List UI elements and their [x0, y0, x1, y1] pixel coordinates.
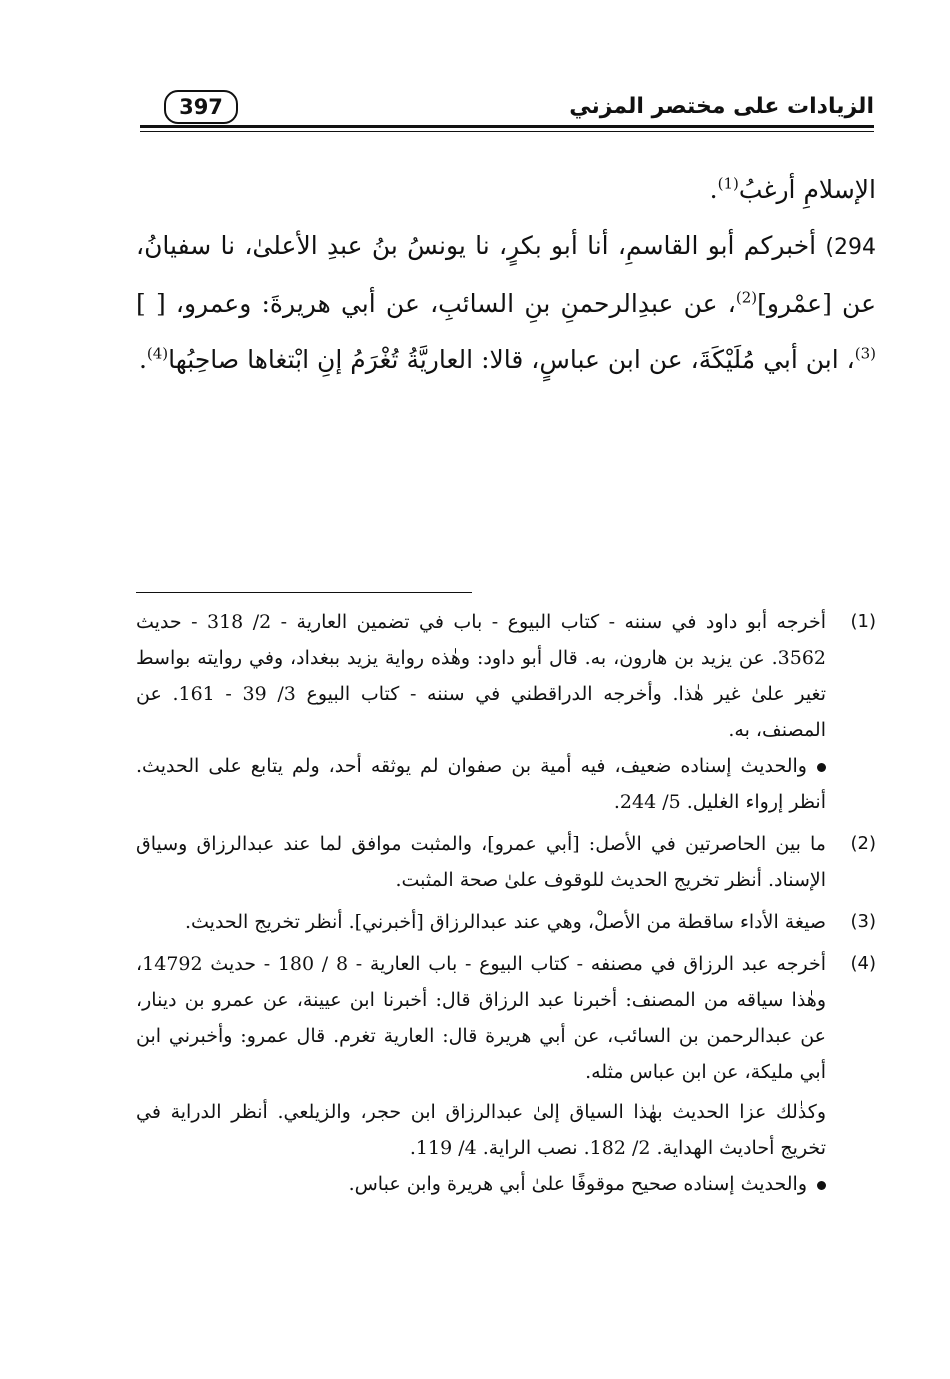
- footnote-separator: [136, 592, 472, 593]
- footnote-ref: (1): [717, 174, 739, 193]
- footnote-4: [136, 946, 876, 1202]
- footnote-number: (2): [850, 833, 876, 854]
- footnote-bullet: والحديث إسناده ضعيف، فيه أمية بن صفوان لم يوثقه أحد، ولم يتابع على الحديث. أنظر إرواء الغليل. 5/ 244.: [136, 755, 826, 813]
- footnote-1: [136, 604, 876, 820]
- footnote-text: أخرجه عبد الرزاق في مصنفه - كتاب البيوع - باب العارية - 8 / 180 - حديث 14792، وهٰذا سياقه من المصنف: أخبرنا عبد الرزاق قال: أخبرنا ابن عيينة، عن عمرو بن دينار، عن عبدالرحمن بن السائب، عن أبي هريرة قال: العارية تغرم. قال عمرو: وأخبرني ابن أبي مليكة، عن ابن عباس مثله.: [136, 953, 826, 1083]
- text-line: الإسلامِ أرغبُ$^{(1)}$.: [709, 174, 876, 204]
- hadith-294: 294) أخبركم أبو القاسمِ، أنا أبو بكرٍ، نا يونسُ بنُ عبدِ الأعلىٰ، نا سفيانُ، عن [عمْرو]$^{(2)}$، عن عبدِالرحمنِ بنِ السائبِ، عن أبي هريرةَ: وعمرو، [ ]$^{(3)}$، ابن أبي مُلَيْكَةَ، عن ابن عباسٍ، قالا: العاريَّةُ تُغْرَمُ إنِ ابْتغاها صاحِبُها$^{(4)}$.: [136, 231, 877, 374]
- footnote-text: صيغة الأداء ساقطة من الأصلْ، وهي عند عبدالرزاق [أخبرني]. أنظر تخريج الحديث.: [184, 911, 826, 933]
- main-text: [136, 162, 876, 388]
- page-number: 397: [164, 90, 238, 124]
- bullet-icon: [817, 1181, 826, 1190]
- footnote-3: [136, 904, 876, 940]
- footnote-ref: (2): [735, 288, 758, 307]
- footnote-number: (1): [850, 611, 876, 632]
- footnote-2: [136, 826, 876, 898]
- footnote-bullet: والحديث إسناده صحيح موقوفًا علىٰ أبي هريرة وابن عباس.: [136, 1166, 826, 1202]
- footnote-ref: (3): [854, 344, 876, 363]
- footnote-text: وكذٰلك عزا الحديث بهٰذا السياق إلىٰ عبدالرزاق ابن حجر، والزيلعي. أنظر الدراية في تخريج أحاديث الهداية. 2/ 182. نصب الراية. 4/ 119.: [136, 1101, 826, 1159]
- footnote-ref: (4): [146, 344, 169, 363]
- footnote-text: أخرجه أبو داود في سننه - كتاب البيوع - باب في تضمين العارية - 2/ 318 - حديث 3562. عن يزيد بن هارون، به. قال أبو داود: وهٰذه رواية يزيد ببغداد، وفي روايته بواسط تغير علىٰ غير هٰذا. وأخرجه الدراقطني في سننه - كتاب البيوع 3/ 39 - 161. عن المصنف، به.: [136, 611, 827, 741]
- header-rule-thin: [140, 131, 874, 132]
- running-title: الزيادات على مختصر المزني: [569, 94, 874, 119]
- footnotes: [136, 604, 876, 1208]
- bullet-icon: [817, 763, 826, 772]
- footnote-number: (4): [850, 953, 876, 974]
- header-rule: [140, 125, 874, 128]
- hadith-number: 294): [825, 235, 876, 260]
- footnote-text: ما بين الحاصرتين في الأصل: [أبي عمرو]، والمثبت موافق لما عند عبدالرزاق وسياق الإسناد. أنظر تخريج الحديث للوقوف علىٰ صحة المثبت.: [136, 833, 826, 891]
- footnote-number: (3): [850, 911, 876, 932]
